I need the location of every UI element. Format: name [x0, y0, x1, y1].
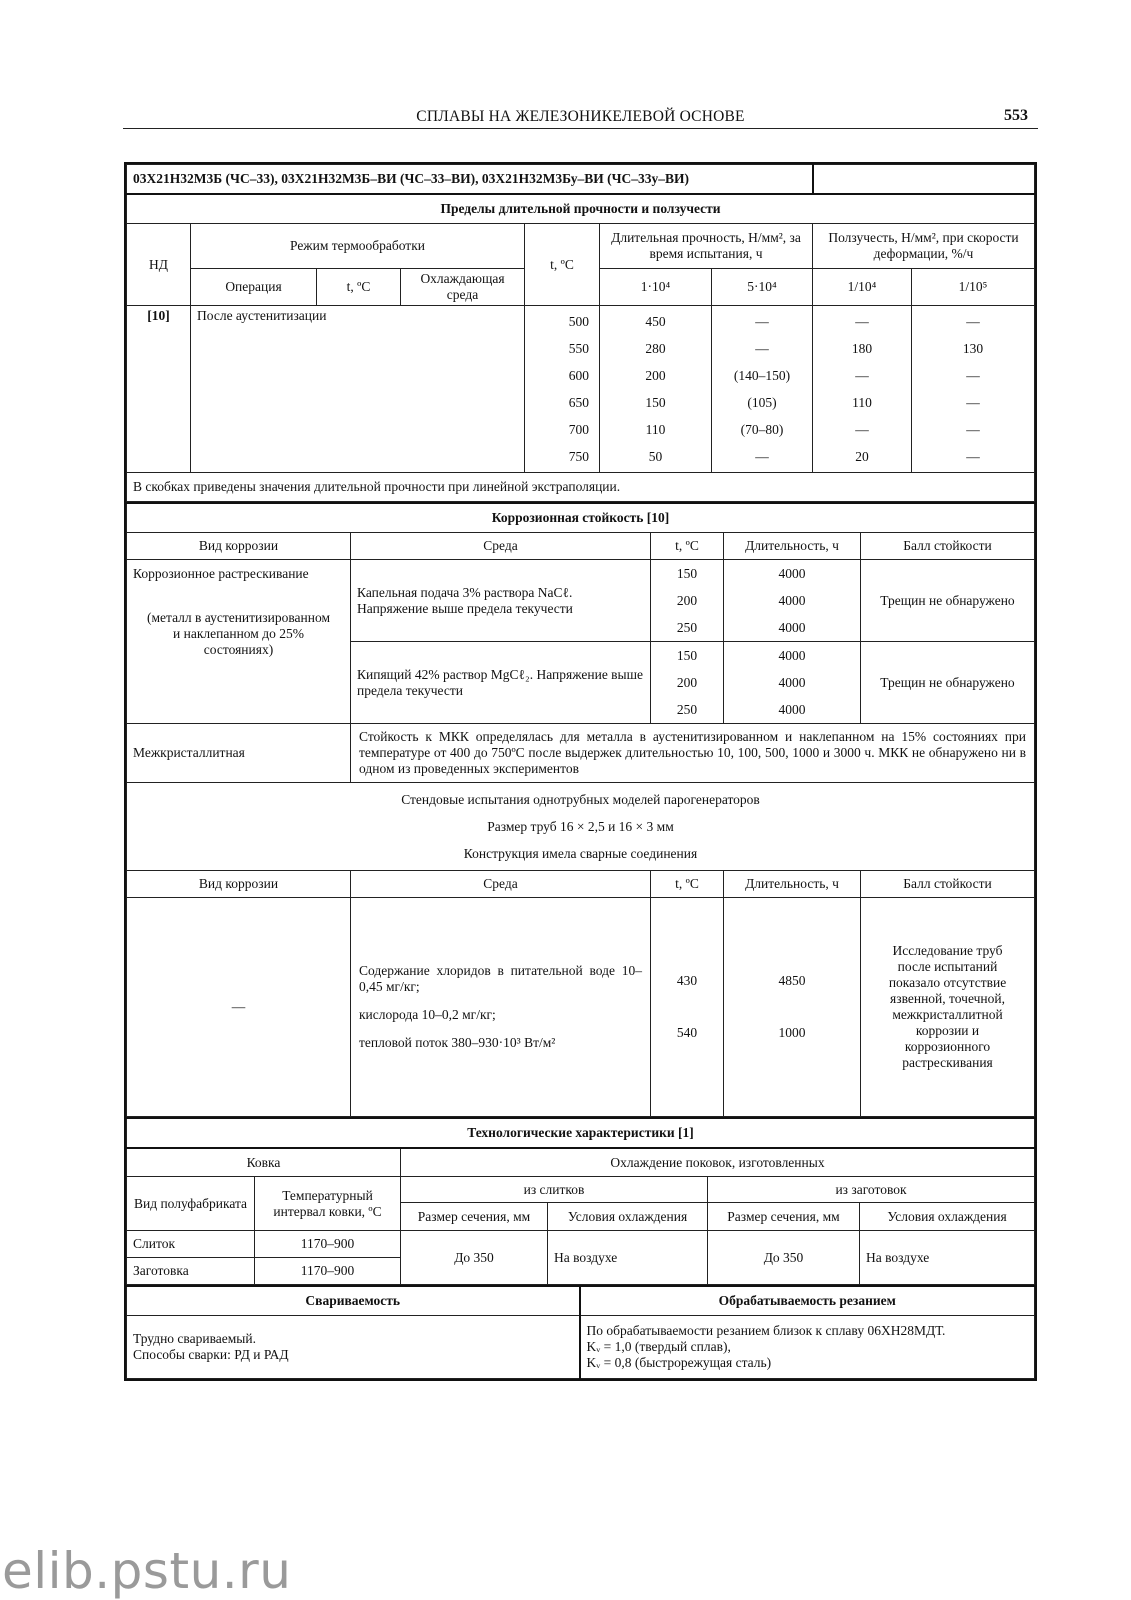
ingot-cooling: На воздухе: [548, 1231, 708, 1285]
creep-value: —: [966, 314, 980, 329]
strength-2-column: [712, 306, 813, 473]
tech-table: [126, 1117, 1035, 1285]
running-head: [123, 104, 1038, 129]
strength-1-column: [600, 306, 712, 473]
temp-value: 250: [676, 620, 698, 635]
temp-value: 150: [676, 648, 698, 663]
duration-value: 4850: [778, 973, 806, 988]
env-mgcl: Кипящий 42% раствор MgCℓ₂. Напряжение выше предела текучести: [351, 642, 651, 724]
tech-section-title: Технологические характеристики [1]: [127, 1118, 1035, 1148]
col-temperature: t, ºС: [651, 533, 724, 560]
weldability-title: Свариваемость: [127, 1286, 580, 1316]
col-heat-mode: Режим термообработки: [191, 224, 525, 269]
creep-value: 110: [852, 395, 872, 410]
col-nd: НД: [127, 224, 191, 306]
running-title: СПЛАВЫ НА ЖЕЛЕЗОНИКЕЛЕВОЙ ОСНОВЕ: [416, 108, 745, 125]
strength-value: 200: [645, 368, 666, 383]
duration-value: 1000: [778, 1025, 806, 1040]
forging-range: 1170–900: [255, 1258, 401, 1285]
strength-value: —: [755, 341, 769, 356]
temp-value: 650: [568, 395, 589, 410]
stand-env-line: тепловой поток 380–930·10³ Вт/м²: [359, 1035, 556, 1050]
from-billets-header: из заготовок: [708, 1177, 1035, 1203]
col-ingot-size: Размер сечения, мм: [401, 1203, 548, 1231]
col-ingot-cooling: Условия охлаждения: [548, 1203, 708, 1231]
col-duration: Длительность, ч: [724, 533, 861, 560]
col-resistance-score: Балл стойкости: [861, 533, 1035, 560]
duration-value: 4000: [778, 620, 806, 635]
col-strength: Длительная прочность, Н/мм², за время испытания, ч: [600, 224, 813, 269]
billet-cooling: На воздухе: [860, 1231, 1035, 1285]
nacl-score: Трещин не обнаружено: [861, 560, 1035, 642]
temp-value: 700: [568, 422, 589, 437]
duration-value: 4000: [778, 593, 806, 608]
creep-table: [126, 164, 1035, 502]
creep-value: —: [855, 314, 869, 329]
temp-value: 150: [676, 566, 698, 581]
col-duration: Длительность, ч: [724, 871, 861, 898]
stand-corrosion-type: —: [127, 898, 351, 1117]
stand-line: Конструкция имела сварные соединения: [463, 846, 698, 861]
weld-machining-table: [126, 1285, 1035, 1379]
machinability-title: Обрабатываемость резанием: [580, 1286, 1035, 1316]
strength-value: (105): [747, 395, 777, 410]
col-forging-range: Температурный интервал ковки, ºС: [255, 1177, 401, 1231]
scc-type: Коррозионное растрескивание: [133, 566, 309, 581]
product-kind: Слиток: [127, 1231, 255, 1258]
temp-value: 750: [568, 449, 589, 464]
igc-type: Межкристаллитная: [127, 724, 351, 783]
stand-env-line: Содержание хлоридов в питательной воде 10–0,45 мг/кг;: [359, 963, 642, 994]
col-cooling-medium: Охлаждающая среда: [401, 269, 525, 306]
strength-value: 150: [645, 395, 666, 410]
alloy-title-blank: [813, 165, 1035, 195]
stand-line: Стендовые испытания однотрубных моделей парогенераторов: [401, 792, 760, 807]
col-environment: Среда: [351, 533, 651, 560]
temp-value: 200: [676, 593, 698, 608]
forging-range: 1170–900: [255, 1231, 401, 1258]
forging-header: Ковка: [127, 1148, 401, 1177]
operation-text: После аустенитизации: [191, 306, 525, 473]
strength-value: 450: [645, 314, 666, 329]
stand-durations: [724, 898, 861, 1117]
weldability-text: [127, 1316, 580, 1379]
env-nacl: Капельная подача 3% раствора NaCℓ. Напряжение выше предела текучести: [351, 560, 651, 642]
machinability-text: [580, 1316, 1035, 1379]
duration-value: 4000: [778, 648, 806, 663]
col-creep: Ползучесть, Н/мм², при скорости деформации, %/ч: [813, 224, 1035, 269]
creep-value: —: [966, 368, 980, 383]
duration-value: 4000: [778, 566, 806, 581]
strength-value: 280: [645, 341, 666, 356]
col-billet-cooling: Условия охлаждения: [860, 1203, 1035, 1231]
creep-1-column: [813, 306, 912, 473]
col-environment: Среда: [351, 871, 651, 898]
creep-value: —: [966, 395, 980, 410]
source-watermark: elib.pstu.ru: [2, 1542, 292, 1600]
temp-value: 600: [568, 368, 589, 383]
alloy-data-sheet: [124, 162, 1037, 1381]
creep-value: —: [966, 422, 980, 437]
creep-value: —: [855, 422, 869, 437]
sub-creep-1: 1/10⁴: [813, 269, 912, 306]
ingot-size: До 350: [401, 1231, 548, 1285]
creep-2-column: [912, 306, 1035, 473]
corrosion-section-title: Коррозионная стойкость [10]: [127, 503, 1035, 533]
strength-value: —: [755, 449, 769, 464]
creep-value: —: [966, 449, 980, 464]
stand-env-line: кислорода 10–0,2 мг/кг;: [359, 1007, 496, 1022]
alloy-title: 03Х21Н32М3Б (ЧС–33), 03Х21Н32М3Б–ВИ (ЧС–33–ВИ), 03Х21Н32М3Бу–ВИ (ЧС–33у–ВИ): [127, 165, 813, 195]
temp-value: 500: [568, 314, 589, 329]
col-corrosion-type: Вид коррозии: [127, 871, 351, 898]
creep-value: 20: [855, 449, 869, 464]
nacl-durations: [724, 560, 861, 642]
col-operation: Операция: [191, 269, 317, 306]
temp-value: 540: [676, 1025, 698, 1040]
strength-value: —: [755, 314, 769, 329]
scc-note: (металл в аустенитизированном и наклепанном до 25% состояниях): [146, 610, 331, 657]
creep-value: 130: [962, 341, 984, 356]
col-corrosion-type: Вид коррозии: [127, 533, 351, 560]
col-test-temp: t, ºС: [525, 224, 600, 306]
duration-value: 4000: [778, 702, 806, 717]
col-product-kind: Вид полуфабриката: [127, 1177, 255, 1231]
col-resistance-score: Балл стойкости: [861, 871, 1035, 898]
temp-value: 550: [568, 341, 589, 356]
product-kind: Заготовка: [127, 1258, 255, 1285]
stand-line: Размер труб 16 × 2,5 и 16 × 3 мм: [487, 819, 674, 834]
sub-creep-2: 1/10⁵: [912, 269, 1035, 306]
creep-section-title: Пределы длительной прочности и ползучести: [127, 194, 1035, 224]
page-number: 553: [1004, 107, 1028, 124]
col-temperature: t, ºС: [651, 871, 724, 898]
temp-value: 250: [676, 702, 698, 717]
cooling-header: Охлаждение поковок, изготовленных: [401, 1148, 1035, 1177]
from-ingots-header: из слитков: [401, 1177, 708, 1203]
strength-value: (140–150): [733, 368, 791, 383]
col-heat-temp: t, ºС: [317, 269, 401, 306]
stand-score: Исследование труб после испытаний показало отсутствие язвенной, точечной, межкристаллитной коррозии и коррозионного растрескивания: [861, 898, 1035, 1117]
stand-environment: [351, 898, 651, 1117]
creep-value: 180: [851, 341, 873, 356]
nacl-temps: [651, 560, 724, 642]
creep-value: —: [855, 368, 869, 383]
weld-line: Трудно свариваемый.: [133, 1331, 256, 1346]
corrosion-table: [126, 502, 1035, 1117]
scc-cell: [127, 560, 351, 724]
machining-line: По обрабатываемости резанием близок к сплаву 06ХН28МДТ.: [586, 1323, 946, 1338]
sub-strength-1: 1·10⁴: [600, 269, 712, 306]
nd-reference: [10]: [127, 306, 191, 473]
stand-test-intro: [127, 783, 1035, 871]
igc-text: Стойкость к МКК определялась для металла в аустенитизированном и наклепанном на 15% состояниях при температуре от 400 до 750ºС после выдержек длительностью 10, 100, 500, 1000 и 3000 ч. МКК не обнаружено ни в одном из проведенных экспериментов: [351, 724, 1035, 783]
sub-strength-2: 5·10⁴: [712, 269, 813, 306]
mgcl-temps: [651, 642, 724, 724]
strength-value: (70–80): [740, 422, 784, 437]
mgcl-score: Трещин не обнаружено: [861, 642, 1035, 724]
mgcl-durations: [724, 642, 861, 724]
billet-size: До 350: [708, 1231, 860, 1285]
weld-line: Способы сварки: РД и РАД: [133, 1347, 289, 1362]
strength-value: 50: [648, 449, 663, 464]
col-billet-size: Размер сечения, мм: [708, 1203, 860, 1231]
machining-line: Kᵥ = 0,8 (быстрорежущая сталь): [586, 1355, 772, 1370]
strength-value: 110: [645, 422, 666, 437]
temp-value: 430: [676, 973, 698, 988]
machining-line: Kᵥ = 1,0 (твердый сплав),: [586, 1339, 731, 1354]
duration-value: 4000: [778, 675, 806, 690]
temp-column: [525, 306, 600, 473]
stand-temps: [651, 898, 724, 1117]
temp-value: 200: [676, 675, 698, 690]
creep-note: В скобках приведены значения длительной прочности при линейной экстраполяции.: [127, 473, 1035, 502]
